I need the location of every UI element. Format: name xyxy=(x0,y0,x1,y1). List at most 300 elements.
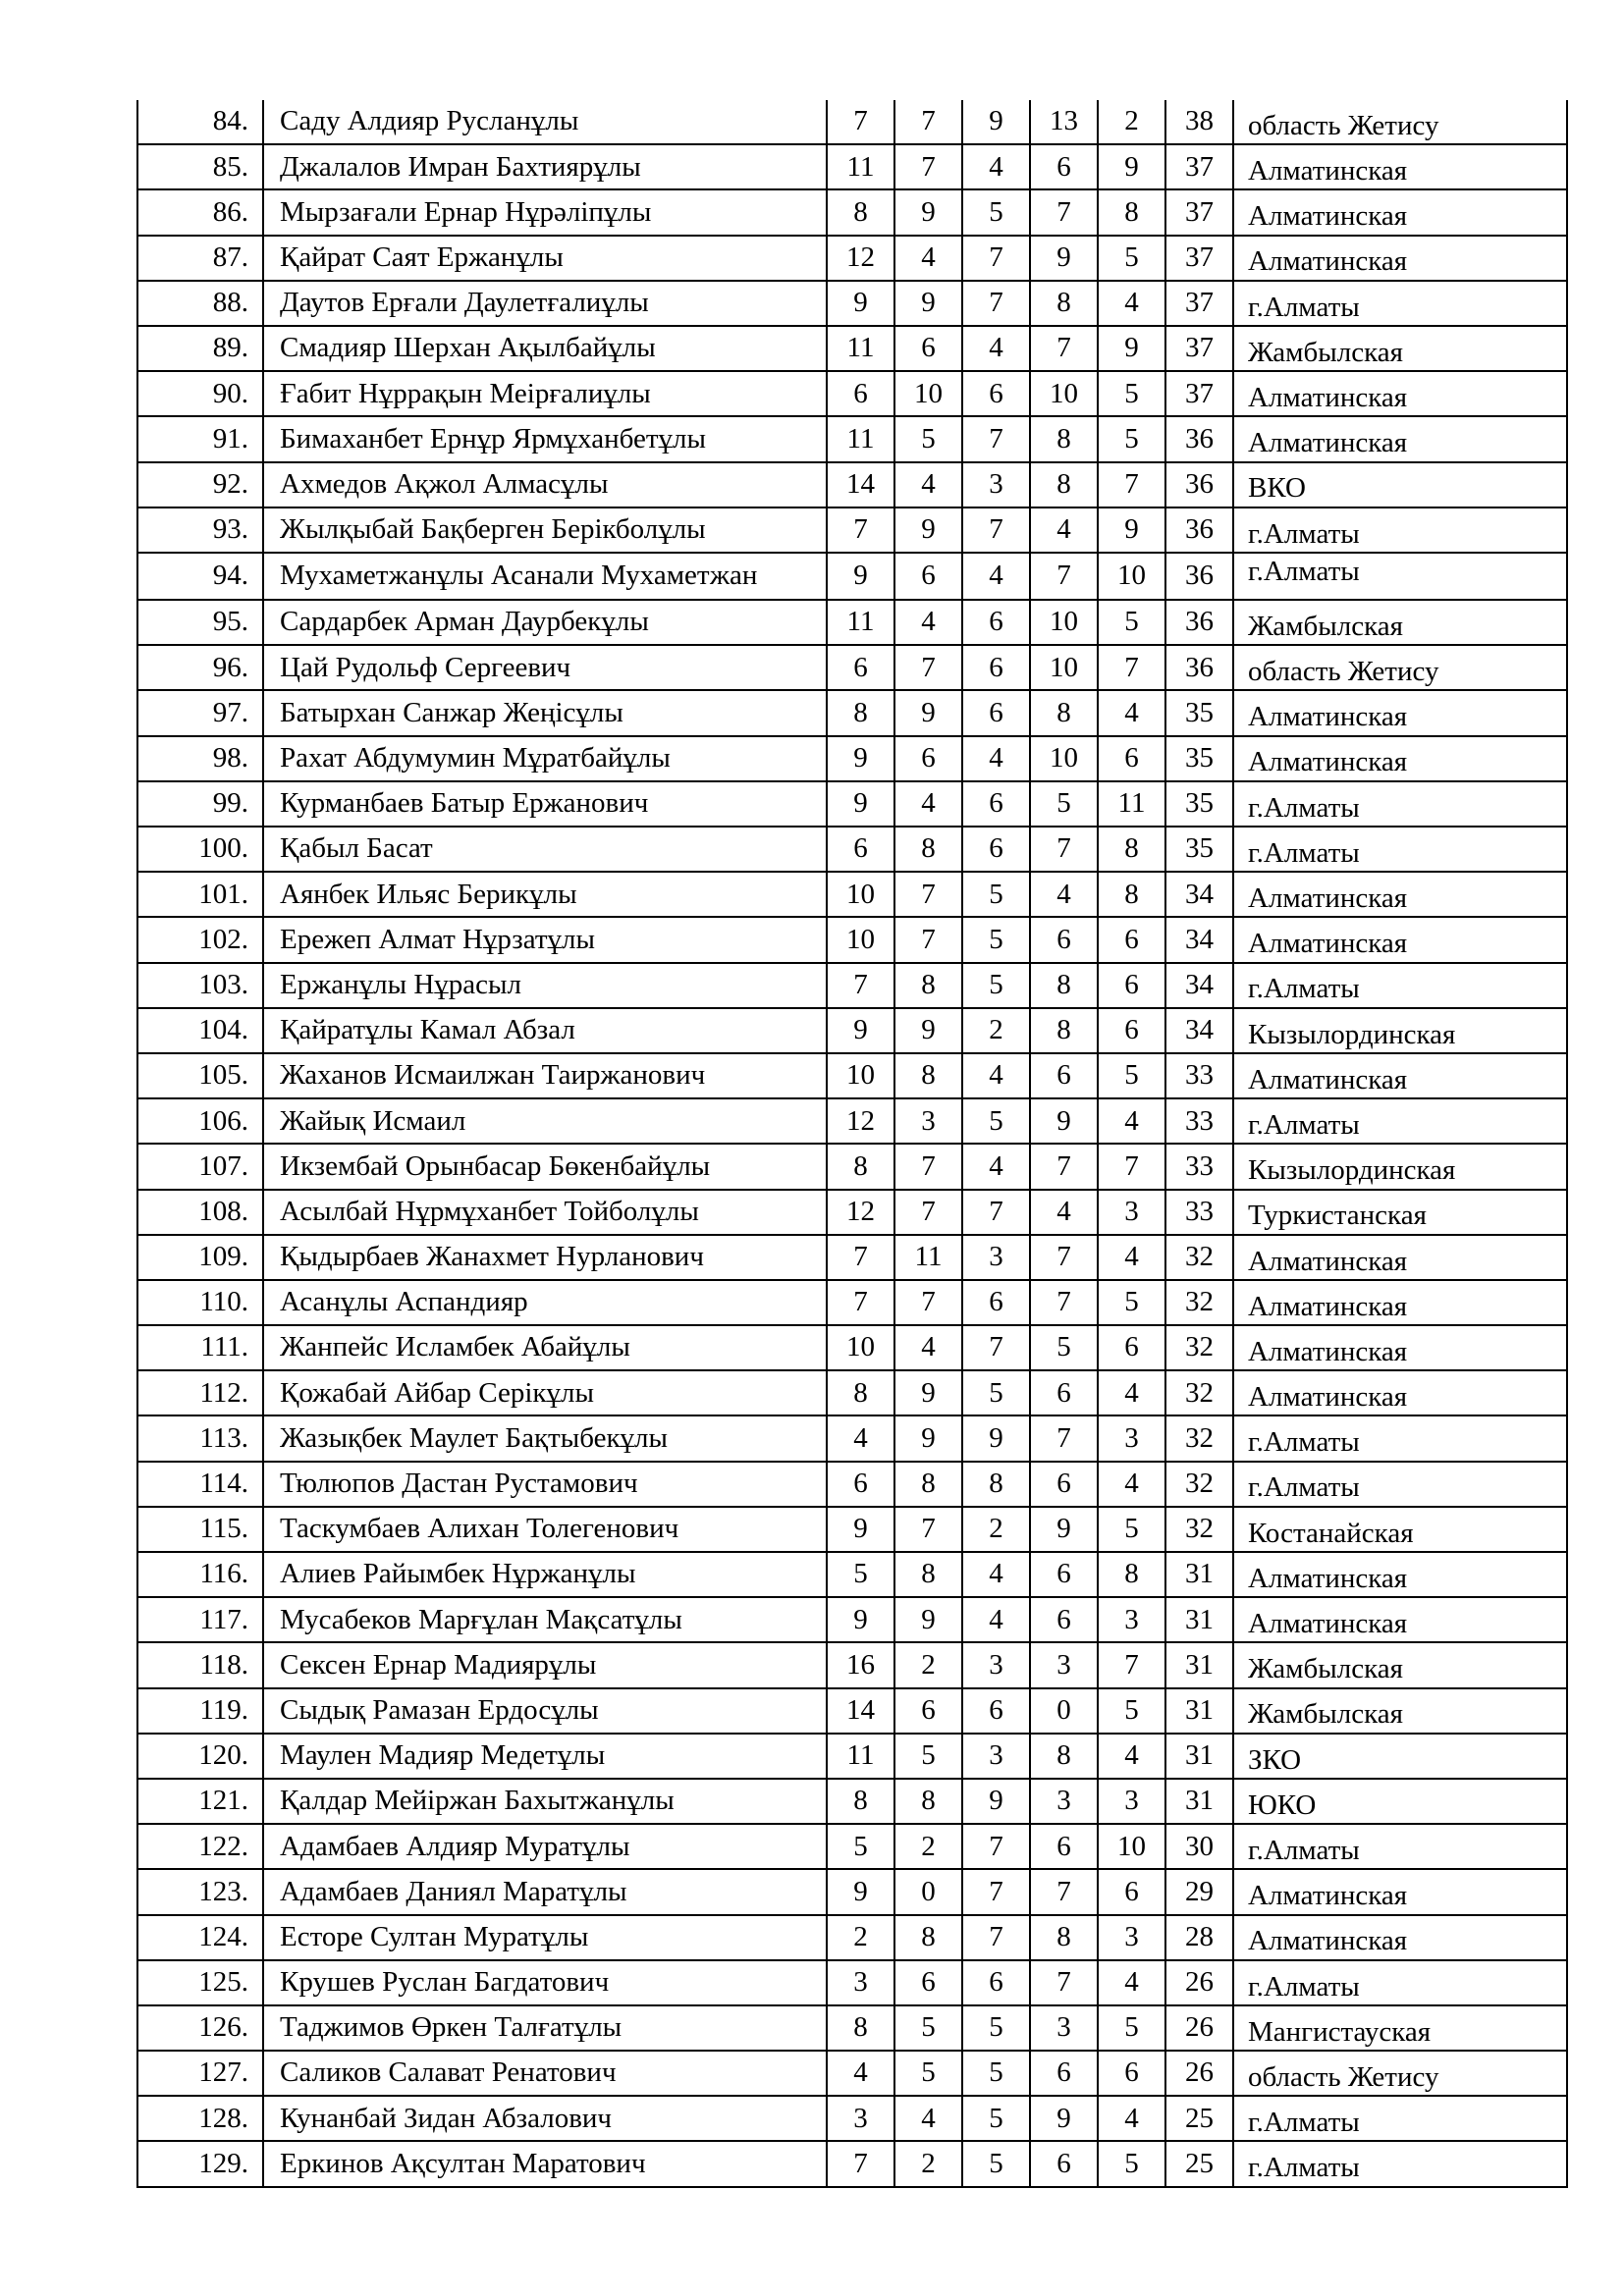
total-score: 37 xyxy=(1165,281,1233,326)
participant-name: Жазықбек Маулет Бақтыбекұлы xyxy=(263,1415,827,1461)
score-5: 7 xyxy=(1098,462,1165,507)
score-3: 4 xyxy=(962,1144,1030,1189)
score-4: 8 xyxy=(1030,690,1098,735)
score-3: 4 xyxy=(962,553,1030,600)
row-number: 117. xyxy=(137,1597,263,1642)
participant-name: Сексен Ернар Мадиярұлы xyxy=(263,1642,827,1687)
table-row xyxy=(137,1779,1567,1824)
score-3: 3 xyxy=(962,462,1030,507)
score-3: 3 xyxy=(962,1235,1030,1280)
score-2: 4 xyxy=(894,781,962,827)
score-1: 3 xyxy=(827,1960,894,2005)
total-score: 28 xyxy=(1165,1915,1233,1960)
score-2: 8 xyxy=(894,1779,962,1824)
score-1: 9 xyxy=(827,736,894,781)
score-2: 9 xyxy=(894,281,962,326)
score-5: 9 xyxy=(1098,144,1165,189)
total-score: 34 xyxy=(1165,872,1233,917)
score-4: 7 xyxy=(1030,827,1098,872)
total-score: 37 xyxy=(1165,236,1233,281)
region: Кызылординская xyxy=(1233,1008,1567,1053)
score-3: 5 xyxy=(962,963,1030,1008)
score-3: 5 xyxy=(962,2051,1030,2096)
score-5: 5 xyxy=(1098,236,1165,281)
row-number: 129. xyxy=(137,2141,263,2186)
score-1: 7 xyxy=(827,1280,894,1325)
participant-name: Бимаханбет Ернұр Ярмұханбетұлы xyxy=(263,416,827,461)
row-number: 106. xyxy=(137,1098,263,1144)
score-3: 2 xyxy=(962,1008,1030,1053)
participant-name: Крушев Руслан Багдатович xyxy=(263,1960,827,2005)
participant-name: Сардарбек Арман Даурбекұлы xyxy=(263,600,827,645)
score-1: 9 xyxy=(827,1869,894,1914)
score-3: 4 xyxy=(962,144,1030,189)
score-2: 5 xyxy=(894,2051,962,2096)
score-1: 2 xyxy=(827,1915,894,1960)
score-3: 3 xyxy=(962,1642,1030,1687)
score-3: 3 xyxy=(962,1734,1030,1779)
score-1: 11 xyxy=(827,1734,894,1779)
table-row xyxy=(137,2141,1567,2186)
score-5: 3 xyxy=(1098,1915,1165,1960)
score-4: 6 xyxy=(1030,2051,1098,2096)
participant-name: Таскумбаев Алихан Толегенович xyxy=(263,1507,827,1552)
score-5: 4 xyxy=(1098,281,1165,326)
total-score: 33 xyxy=(1165,1190,1233,1235)
score-1: 7 xyxy=(827,100,894,144)
score-5: 11 xyxy=(1098,781,1165,827)
score-2: 4 xyxy=(894,236,962,281)
row-number: 123. xyxy=(137,1869,263,1914)
score-3: 5 xyxy=(962,2005,1030,2051)
table-row xyxy=(137,1370,1567,1415)
region: г.Алматы xyxy=(1233,963,1567,1008)
total-score: 37 xyxy=(1165,326,1233,371)
score-5: 9 xyxy=(1098,326,1165,371)
table-row xyxy=(137,645,1567,690)
table-row xyxy=(137,872,1567,917)
score-1: 10 xyxy=(827,1325,894,1370)
score-4: 4 xyxy=(1030,872,1098,917)
table-row xyxy=(137,781,1567,827)
row-number: 114. xyxy=(137,1462,263,1507)
total-score: 36 xyxy=(1165,645,1233,690)
table-row xyxy=(137,1597,1567,1642)
table-row xyxy=(137,416,1567,461)
table-row xyxy=(137,189,1567,235)
row-number: 127. xyxy=(137,2051,263,2096)
total-score: 35 xyxy=(1165,690,1233,735)
total-score: 31 xyxy=(1165,1597,1233,1642)
score-5: 5 xyxy=(1098,1053,1165,1098)
table-row xyxy=(137,100,1567,144)
score-2: 2 xyxy=(894,1642,962,1687)
region: Алматинская xyxy=(1233,1597,1567,1642)
region: Алматинская xyxy=(1233,917,1567,962)
score-5: 2 xyxy=(1098,100,1165,144)
table-row xyxy=(137,1507,1567,1552)
table-row xyxy=(137,1098,1567,1144)
total-score: 32 xyxy=(1165,1235,1233,1280)
region: Алматинская xyxy=(1233,236,1567,281)
table-row xyxy=(137,144,1567,189)
total-score: 37 xyxy=(1165,144,1233,189)
score-1: 8 xyxy=(827,189,894,235)
score-3: 4 xyxy=(962,1597,1030,1642)
region: г.Алматы xyxy=(1233,507,1567,553)
row-number: 112. xyxy=(137,1370,263,1415)
score-1: 3 xyxy=(827,2096,894,2141)
score-3: 7 xyxy=(962,1190,1030,1235)
score-4: 8 xyxy=(1030,1915,1098,1960)
total-score: 36 xyxy=(1165,600,1233,645)
total-score: 34 xyxy=(1165,1008,1233,1053)
row-number: 120. xyxy=(137,1734,263,1779)
row-number: 121. xyxy=(137,1779,263,1824)
total-score: 34 xyxy=(1165,917,1233,962)
score-4: 13 xyxy=(1030,100,1098,144)
row-number: 110. xyxy=(137,1280,263,1325)
region: Алматинская xyxy=(1233,1915,1567,1960)
row-number: 111. xyxy=(137,1325,263,1370)
table-row xyxy=(137,371,1567,416)
total-score: 32 xyxy=(1165,1280,1233,1325)
participant-name: Рахат Абдумумин Мұратбайұлы xyxy=(263,736,827,781)
row-number: 98. xyxy=(137,736,263,781)
region: г.Алматы xyxy=(1233,1462,1567,1507)
total-score: 25 xyxy=(1165,2096,1233,2141)
table-row xyxy=(137,1462,1567,1507)
row-number: 115. xyxy=(137,1507,263,1552)
table-row xyxy=(137,2005,1567,2051)
score-4: 10 xyxy=(1030,600,1098,645)
region: Жамбылская xyxy=(1233,600,1567,645)
table-row xyxy=(137,1869,1567,1914)
participant-name: Асылбай Нұрмұханбет Тойболұлы xyxy=(263,1190,827,1235)
row-number: 90. xyxy=(137,371,263,416)
score-1: 8 xyxy=(827,1370,894,1415)
score-4: 8 xyxy=(1030,416,1098,461)
region: ЮКО xyxy=(1233,1779,1567,1824)
score-2: 8 xyxy=(894,1053,962,1098)
table-row xyxy=(137,1415,1567,1461)
participant-name: Мырзағали Ернар Нұрәліпұлы xyxy=(263,189,827,235)
region: Туркистанская xyxy=(1233,1190,1567,1235)
score-3: 2 xyxy=(962,1507,1030,1552)
table-row xyxy=(137,1642,1567,1687)
table-row xyxy=(137,2051,1567,2096)
table-row xyxy=(137,236,1567,281)
score-4: 6 xyxy=(1030,1370,1098,1415)
participant-name: Кунанбай Зидан Абзалович xyxy=(263,2096,827,2141)
score-4: 7 xyxy=(1030,1960,1098,2005)
table-row xyxy=(137,2096,1567,2141)
score-3: 9 xyxy=(962,1779,1030,1824)
score-5: 4 xyxy=(1098,690,1165,735)
row-number: 97. xyxy=(137,690,263,735)
score-4: 10 xyxy=(1030,736,1098,781)
participant-name: Батырхан Санжар Жеңісұлы xyxy=(263,690,827,735)
score-3: 5 xyxy=(962,1098,1030,1144)
row-number: 124. xyxy=(137,1915,263,1960)
score-3: 6 xyxy=(962,1688,1030,1734)
total-score: 38 xyxy=(1165,100,1233,144)
score-2: 4 xyxy=(894,600,962,645)
score-1: 8 xyxy=(827,1144,894,1189)
participant-name: Адамбаев Даниял Маратұлы xyxy=(263,1869,827,1914)
score-4: 6 xyxy=(1030,144,1098,189)
region: Жамбылская xyxy=(1233,1642,1567,1687)
participant-name: Аянбек Ильяс Берикұлы xyxy=(263,872,827,917)
score-3: 6 xyxy=(962,1960,1030,2005)
score-5: 5 xyxy=(1098,600,1165,645)
total-score: 26 xyxy=(1165,2005,1233,2051)
row-number: 88. xyxy=(137,281,263,326)
total-score: 32 xyxy=(1165,1325,1233,1370)
row-number: 116. xyxy=(137,1552,263,1597)
score-5: 5 xyxy=(1098,2141,1165,2186)
region: Алматинская xyxy=(1233,690,1567,735)
score-4: 6 xyxy=(1030,917,1098,962)
row-number: 102. xyxy=(137,917,263,962)
region: Алматинская xyxy=(1233,1325,1567,1370)
region: Жамбылская xyxy=(1233,326,1567,371)
score-3: 4 xyxy=(962,1552,1030,1597)
table-row xyxy=(137,1280,1567,1325)
participant-name: Цай Рудольф Сергеевич xyxy=(263,645,827,690)
row-number: 105. xyxy=(137,1053,263,1098)
score-5: 4 xyxy=(1098,1370,1165,1415)
score-2: 4 xyxy=(894,2096,962,2141)
region: Алматинская xyxy=(1233,1235,1567,1280)
region: Жамбылская xyxy=(1233,1688,1567,1734)
score-4: 8 xyxy=(1030,963,1098,1008)
score-2: 6 xyxy=(894,1960,962,2005)
score-3: 9 xyxy=(962,1415,1030,1461)
region: Алматинская xyxy=(1233,1280,1567,1325)
region: Алматинская xyxy=(1233,416,1567,461)
score-1: 5 xyxy=(827,1824,894,1869)
score-3: 6 xyxy=(962,600,1030,645)
score-1: 10 xyxy=(827,917,894,962)
region: ЗКО xyxy=(1233,1734,1567,1779)
score-5: 5 xyxy=(1098,1280,1165,1325)
region: Алматинская xyxy=(1233,736,1567,781)
score-1: 16 xyxy=(827,1642,894,1687)
participant-name: Адамбаев Алдияр Муратұлы xyxy=(263,1824,827,1869)
table-row xyxy=(137,1688,1567,1734)
region: г.Алматы xyxy=(1233,1098,1567,1144)
participant-name: Жанпейс Исламбек Абайұлы xyxy=(263,1325,827,1370)
participant-name: Алиев Райымбек Нұржанұлы xyxy=(263,1552,827,1597)
region: г.Алматы xyxy=(1233,281,1567,326)
participant-name: Ахмедов Ақжол Алмасұлы xyxy=(263,462,827,507)
score-5: 3 xyxy=(1098,1190,1165,1235)
row-number: 99. xyxy=(137,781,263,827)
score-2: 10 xyxy=(894,371,962,416)
score-1: 9 xyxy=(827,781,894,827)
region: г.Алматы xyxy=(1233,2096,1567,2141)
score-2: 7 xyxy=(894,872,962,917)
table-row xyxy=(137,1144,1567,1189)
total-score: 31 xyxy=(1165,1642,1233,1687)
row-number: 126. xyxy=(137,2005,263,2051)
score-4: 6 xyxy=(1030,1597,1098,1642)
score-1: 14 xyxy=(827,1688,894,1734)
row-number: 122. xyxy=(137,1824,263,1869)
table-row xyxy=(137,507,1567,553)
score-2: 8 xyxy=(894,963,962,1008)
score-4: 7 xyxy=(1030,553,1098,600)
score-4: 6 xyxy=(1030,1824,1098,1869)
region: г.Алматы xyxy=(1233,2141,1567,2186)
score-5: 5 xyxy=(1098,1688,1165,1734)
region: область Жетису xyxy=(1233,100,1567,144)
table-row xyxy=(137,1552,1567,1597)
score-1: 12 xyxy=(827,1098,894,1144)
score-4: 4 xyxy=(1030,507,1098,553)
score-4: 8 xyxy=(1030,1008,1098,1053)
score-1: 4 xyxy=(827,1415,894,1461)
total-score: 33 xyxy=(1165,1098,1233,1144)
score-1: 10 xyxy=(827,1053,894,1098)
table-row xyxy=(137,963,1567,1008)
row-number: 94. xyxy=(137,553,263,600)
score-4: 0 xyxy=(1030,1688,1098,1734)
total-score: 32 xyxy=(1165,1462,1233,1507)
score-5: 3 xyxy=(1098,1597,1165,1642)
score-2: 8 xyxy=(894,827,962,872)
score-5: 5 xyxy=(1098,416,1165,461)
table-row xyxy=(137,1235,1567,1280)
score-2: 8 xyxy=(894,1915,962,1960)
score-4: 4 xyxy=(1030,1190,1098,1235)
score-2: 9 xyxy=(894,1370,962,1415)
score-2: 4 xyxy=(894,462,962,507)
score-2: 5 xyxy=(894,1734,962,1779)
row-number: 89. xyxy=(137,326,263,371)
score-2: 9 xyxy=(894,507,962,553)
score-3: 6 xyxy=(962,781,1030,827)
score-2: 7 xyxy=(894,1507,962,1552)
score-1: 6 xyxy=(827,1462,894,1507)
score-2: 7 xyxy=(894,917,962,962)
table-row xyxy=(137,1915,1567,1960)
score-5: 5 xyxy=(1098,371,1165,416)
row-number: 107. xyxy=(137,1144,263,1189)
total-score: 36 xyxy=(1165,507,1233,553)
participant-name: Қыдырбаев Жанахмет Нурланович xyxy=(263,1235,827,1280)
score-5: 7 xyxy=(1098,645,1165,690)
score-3: 7 xyxy=(962,416,1030,461)
participant-name: Ғабит Нұррақын Меірғалиұлы xyxy=(263,371,827,416)
participant-name: Саду Алдияр Русланұлы xyxy=(263,100,827,144)
score-2: 9 xyxy=(894,690,962,735)
table-row xyxy=(137,600,1567,645)
score-2: 6 xyxy=(894,1688,962,1734)
score-4: 9 xyxy=(1030,1098,1098,1144)
total-score: 29 xyxy=(1165,1869,1233,1914)
score-3: 6 xyxy=(962,1280,1030,1325)
score-5: 4 xyxy=(1098,1960,1165,2005)
participant-name: Саликов Салават Ренатович xyxy=(263,2051,827,2096)
score-3: 7 xyxy=(962,236,1030,281)
region: г.Алматы xyxy=(1233,781,1567,827)
row-number: 86. xyxy=(137,189,263,235)
region: Алматинская xyxy=(1233,1552,1567,1597)
score-1: 7 xyxy=(827,1235,894,1280)
row-number: 119. xyxy=(137,1688,263,1734)
score-5: 4 xyxy=(1098,1462,1165,1507)
total-score: 36 xyxy=(1165,553,1233,600)
score-5: 6 xyxy=(1098,736,1165,781)
score-4: 6 xyxy=(1030,1053,1098,1098)
region: область Жетису xyxy=(1233,2051,1567,2096)
table-row xyxy=(137,1053,1567,1098)
region: г.Алматы xyxy=(1233,1415,1567,1461)
score-1: 9 xyxy=(827,553,894,600)
table-row xyxy=(137,827,1567,872)
row-number: 91. xyxy=(137,416,263,461)
region: г.Алматы xyxy=(1233,553,1567,600)
score-3: 6 xyxy=(962,645,1030,690)
score-5: 8 xyxy=(1098,827,1165,872)
table-row xyxy=(137,1824,1567,1869)
score-4: 7 xyxy=(1030,1869,1098,1914)
participant-name: Мухаметжанұлы Асанали Мухаметжан xyxy=(263,553,827,600)
score-2: 6 xyxy=(894,553,962,600)
score-3: 9 xyxy=(962,100,1030,144)
score-1: 6 xyxy=(827,371,894,416)
total-score: 32 xyxy=(1165,1370,1233,1415)
table-row xyxy=(137,281,1567,326)
total-score: 35 xyxy=(1165,781,1233,827)
table-row xyxy=(137,1325,1567,1370)
score-4: 5 xyxy=(1030,781,1098,827)
score-4: 10 xyxy=(1030,645,1098,690)
score-1: 9 xyxy=(827,1597,894,1642)
score-1: 7 xyxy=(827,2141,894,2186)
score-1: 14 xyxy=(827,462,894,507)
participant-name: Смадияр Шерхан Ақылбайұлы xyxy=(263,326,827,371)
region: ВКО xyxy=(1233,462,1567,507)
score-2: 9 xyxy=(894,1008,962,1053)
score-3: 5 xyxy=(962,189,1030,235)
score-5: 9 xyxy=(1098,507,1165,553)
score-1: 7 xyxy=(827,963,894,1008)
score-1: 4 xyxy=(827,2051,894,2096)
score-3: 7 xyxy=(962,1325,1030,1370)
score-2: 7 xyxy=(894,645,962,690)
score-5: 10 xyxy=(1098,1824,1165,1869)
row-number: 113. xyxy=(137,1415,263,1461)
total-score: 36 xyxy=(1165,416,1233,461)
participant-name: Қайрат Саят Ержанұлы xyxy=(263,236,827,281)
total-score: 32 xyxy=(1165,1415,1233,1461)
score-5: 4 xyxy=(1098,1098,1165,1144)
row-number: 95. xyxy=(137,600,263,645)
score-5: 3 xyxy=(1098,1415,1165,1461)
score-1: 11 xyxy=(827,326,894,371)
score-5: 7 xyxy=(1098,1642,1165,1687)
score-1: 11 xyxy=(827,144,894,189)
table-row xyxy=(137,1190,1567,1235)
score-4: 9 xyxy=(1030,1507,1098,1552)
score-3: 5 xyxy=(962,1370,1030,1415)
row-number: 87. xyxy=(137,236,263,281)
score-5: 6 xyxy=(1098,1869,1165,1914)
score-5: 5 xyxy=(1098,1507,1165,1552)
